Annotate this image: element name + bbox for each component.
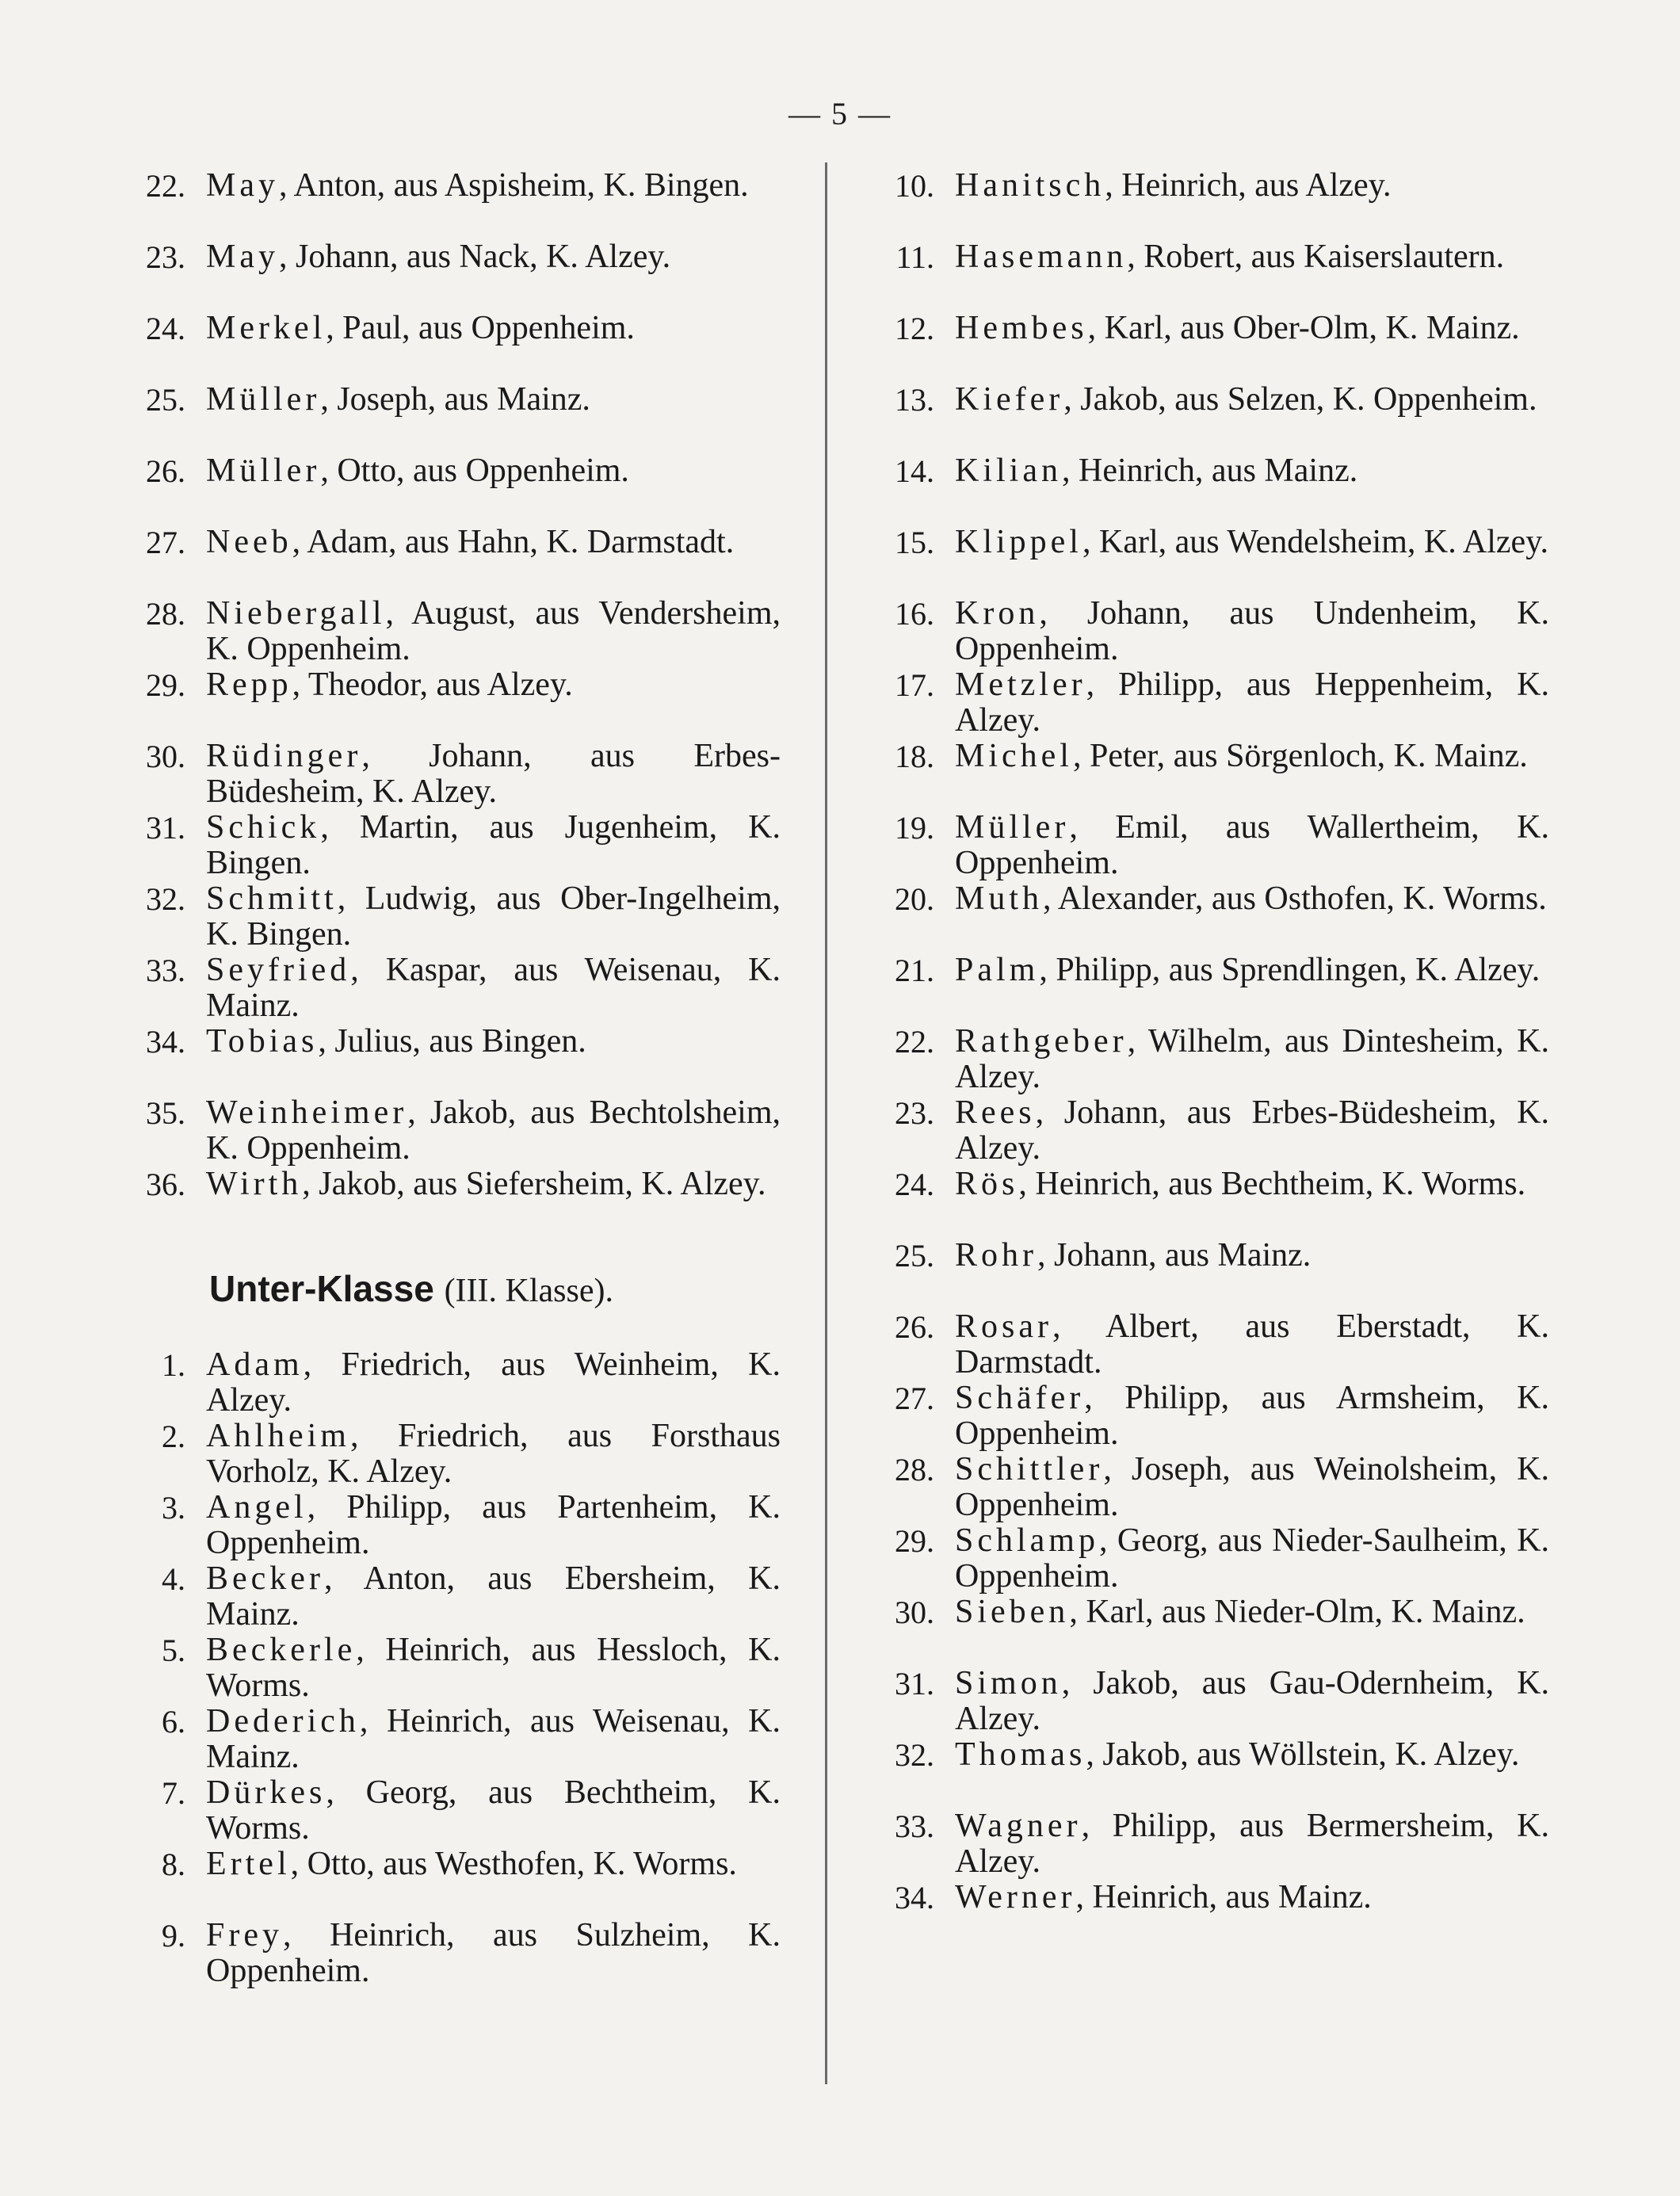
entry-number: 3. <box>162 1490 185 1526</box>
entry-surname: Thomas <box>955 1736 1086 1773</box>
entry-details: , Jakob, aus Selzen, K. Oppenheim. <box>1063 381 1537 418</box>
entry-text <box>185 1704 781 1774</box>
entry-details: , Johann, aus Erbes-Büdesheim, K. Alzey. <box>206 738 781 810</box>
entry-surname: Dederich <box>206 1703 360 1740</box>
list-entry <box>860 1165 1549 1236</box>
entry-surname: Kilian <box>955 453 1062 489</box>
list-entry <box>111 951 781 1022</box>
entry-text <box>934 1880 1549 1950</box>
entry-number: 19. <box>895 810 934 846</box>
entry-text <box>934 1808 1549 1878</box>
list-entry <box>860 166 1549 238</box>
entry-details: , Heinrich, aus Alzey. <box>1105 167 1392 204</box>
entry-details: , Johann, aus Mainz. <box>1037 1237 1312 1274</box>
entry-number: 30. <box>146 739 185 774</box>
entry-details: , Karl, aus Ober-Olm, K. Mainz. <box>1087 310 1520 346</box>
entry-surname: May <box>206 239 279 275</box>
entry-number: 17. <box>895 667 934 703</box>
entry-surname: Weinheimer <box>206 1094 408 1131</box>
entry-surname: Michel <box>955 738 1073 774</box>
right-entries <box>860 166 1549 1950</box>
entry-details: , Adam, aus Hahn, K. Darmstadt. <box>292 524 735 560</box>
entry-text <box>185 1847 781 1916</box>
entry-details: , Karl, aus Wendelsheim, K. Alzey. <box>1082 524 1548 560</box>
entry-number: 28. <box>146 596 185 632</box>
entry-details: , Anton, aus Aspisheim, K. Bingen. <box>279 167 749 204</box>
list-entry <box>111 1631 781 1702</box>
entry-text <box>934 1095 1549 1165</box>
entry-details: , Joseph, aus Mainz. <box>320 381 590 418</box>
entry-surname: Schlamp <box>955 1522 1099 1559</box>
entry-details: , Alexander, aus Osthofen, K. Worms. <box>1043 880 1547 917</box>
entry-number: 24. <box>895 1167 934 1202</box>
entry-text <box>934 1309 1549 1379</box>
entry-text <box>185 1024 781 1094</box>
entry-surname: Schmitt <box>206 880 338 917</box>
entry-number: 23. <box>895 1095 934 1131</box>
entry-details: , Heinrich, aus Hessloch, K. Worms. <box>206 1632 781 1704</box>
list-entry <box>860 1236 1549 1308</box>
list-entry <box>860 1379 1549 1450</box>
entry-text <box>185 1347 781 1417</box>
entry-surname: Wirth <box>206 1166 303 1202</box>
entry-details: , Theodor, aus Alzey. <box>292 666 573 703</box>
entry-details: , Albert, aus Eberstadt, K. Darmstadt. <box>955 1308 1549 1381</box>
list-entry <box>860 737 1549 808</box>
list-entry <box>860 1736 1549 1807</box>
list-entry <box>860 1664 1549 1736</box>
entry-details: , Heinrich, aus Weisenau, K. Mainz. <box>206 1703 781 1775</box>
entry-number: 24. <box>146 311 185 346</box>
entry-surname: Muth <box>955 880 1044 917</box>
entry-surname: Metzler <box>955 666 1086 703</box>
entry-number: 4. <box>162 1561 185 1597</box>
list-entry <box>860 880 1549 951</box>
list-entry <box>860 808 1549 880</box>
entry-number: 13. <box>895 382 934 418</box>
list-entry <box>111 452 781 523</box>
entry-surname: May <box>206 167 279 204</box>
list-entry <box>111 1560 781 1631</box>
column-divider <box>825 162 827 2084</box>
section-heading <box>209 1268 781 1316</box>
entry-text <box>185 1490 781 1560</box>
entry-surname: Müller <box>206 453 321 489</box>
entry-text <box>934 667 1549 737</box>
list-entry <box>111 1916 781 1988</box>
list-entry <box>111 880 781 951</box>
entry-text <box>934 1452 1549 1522</box>
entry-details: , Heinrich, aus Bechtheim, K. Worms. <box>1018 1166 1526 1202</box>
entry-surname: Simon <box>955 1665 1062 1701</box>
entry-details: , Philipp, aus Bermersheim, K. Alzey. <box>955 1808 1549 1880</box>
entry-text <box>185 1918 781 1988</box>
entry-surname: Seyfried <box>206 952 351 988</box>
entry-surname: Ahlheim <box>206 1418 350 1454</box>
entry-number: 1. <box>162 1347 185 1383</box>
page-number: — 5 — <box>788 96 892 132</box>
entry-text <box>185 810 781 880</box>
entry-number: 25. <box>895 1238 934 1274</box>
list-entry <box>111 238 781 309</box>
list-entry <box>860 523 1549 594</box>
entry-number: 26. <box>146 453 185 489</box>
list-entry <box>111 1094 781 1165</box>
entry-text <box>934 1666 1549 1736</box>
entry-number: 32. <box>895 1737 934 1773</box>
entry-text <box>185 453 781 523</box>
entry-details: , Philipp, aus Sprendlingen, K. Alzey. <box>1039 952 1541 988</box>
list-entry <box>111 166 781 238</box>
entry-surname: Beckerle <box>206 1632 357 1668</box>
list-entry <box>860 1522 1549 1593</box>
entry-text <box>185 239 781 309</box>
entry-surname: Palm <box>955 952 1040 988</box>
entry-text <box>934 382 1549 452</box>
entry-number: 22. <box>146 168 185 204</box>
list-entry <box>860 1450 1549 1522</box>
entry-details: , Anton, aus Ebersheim, K. Mainz. <box>206 1560 781 1633</box>
entry-details: , Johann, aus Nack, K. Alzey. <box>279 239 671 275</box>
entry-number: 34. <box>895 1880 934 1915</box>
entry-text <box>934 881 1549 951</box>
entry-text <box>934 596 1549 666</box>
entry-text <box>934 168 1549 238</box>
entry-text <box>934 1594 1549 1664</box>
right-column <box>860 166 1549 1950</box>
entry-surname: Tobias <box>206 1023 319 1060</box>
left-column <box>111 166 781 1988</box>
entry-details: , Philipp, aus Partenheim, K. Oppenheim. <box>206 1489 781 1561</box>
list-entry <box>860 1807 1549 1878</box>
left-entries-upper <box>111 166 781 1236</box>
entry-details: , Heinrich, aus Sulzheim, K. Oppenheim. <box>206 1917 781 1989</box>
entry-number: 7. <box>162 1775 185 1811</box>
list-entry <box>860 1878 1549 1950</box>
list-entry <box>860 1022 1549 1094</box>
list-entry <box>111 1022 781 1094</box>
entry-number: 29. <box>895 1523 934 1559</box>
entry-surname: Merkel <box>206 310 326 346</box>
list-entry <box>860 951 1549 1022</box>
list-entry <box>860 666 1549 737</box>
list-entry <box>860 380 1549 452</box>
entry-details: , Georg, aus Bechtheim, K. Worms. <box>206 1774 781 1847</box>
list-entry <box>111 1417 781 1488</box>
entry-number: 30. <box>895 1594 934 1630</box>
entry-surname: Rathgeber <box>955 1023 1128 1060</box>
entry-number: 29. <box>146 667 185 703</box>
entry-surname: Klippel <box>955 524 1082 560</box>
entry-text <box>934 1381 1549 1450</box>
entry-details: , Jakob, aus Bechtolsheim, K. Oppenheim. <box>206 1094 781 1167</box>
entry-number: 8. <box>162 1847 185 1882</box>
entry-surname: Hasemann <box>955 239 1128 275</box>
entry-text <box>185 1419 781 1488</box>
entry-details: , Joseph, aus Weinolsheim, K. Oppenheim. <box>955 1451 1549 1523</box>
entry-number: 12. <box>895 311 934 346</box>
entry-text <box>934 810 1549 880</box>
entry-surname: Rohr <box>955 1237 1037 1274</box>
entry-text <box>934 1737 1549 1807</box>
list-entry <box>111 309 781 380</box>
entry-surname: Schick <box>206 809 321 846</box>
entry-details: , Friedrich, aus Weinheim, K. Alzey. <box>206 1346 781 1419</box>
entry-surname: Rosar <box>955 1308 1052 1345</box>
entry-text <box>934 453 1549 523</box>
entry-text <box>934 311 1549 380</box>
entry-details: , Emil, aus Wallertheim, K. Oppenheim. <box>955 809 1549 881</box>
entry-number: 2. <box>162 1419 185 1454</box>
entry-surname: Müller <box>955 809 1070 846</box>
entry-details: , Robert, aus Kaiserslautern. <box>1127 239 1505 275</box>
entry-details: , Philipp, aus Armsheim, K. Oppenheim. <box>955 1380 1549 1452</box>
entry-text <box>185 667 781 737</box>
entry-text <box>185 382 781 452</box>
entry-details: , Martin, aus Jugenheim, K. Bingen. <box>206 809 781 881</box>
entry-number: 5. <box>162 1633 185 1668</box>
entry-text <box>934 1523 1549 1593</box>
entry-number: 25. <box>146 382 185 418</box>
entry-surname: Wagner <box>955 1808 1082 1844</box>
entry-number: 28. <box>895 1452 934 1488</box>
entry-surname: Becker <box>206 1560 324 1597</box>
entry-details: , Wilhelm, aus Dintesheim, K. Alzey. <box>955 1023 1549 1095</box>
entry-surname: Angel <box>206 1489 307 1526</box>
entry-surname: Sieben <box>955 1594 1070 1630</box>
entry-number: 27. <box>146 525 185 560</box>
entry-details: , August, aus Vendersheim, K. Oppenheim. <box>206 595 781 667</box>
entry-number: 6. <box>162 1704 185 1740</box>
entry-number: 22. <box>895 1024 934 1060</box>
entry-details: , Heinrich, aus Mainz. <box>1061 453 1358 489</box>
list-entry <box>111 1165 781 1236</box>
entry-text <box>185 525 781 594</box>
list-entry <box>111 1488 781 1560</box>
entry-details: , Otto, aus Oppenheim. <box>320 453 629 489</box>
entry-text <box>934 739 1549 808</box>
list-entry <box>111 523 781 594</box>
entry-number: 34. <box>146 1024 185 1060</box>
entry-surname: Dürkes <box>206 1774 326 1811</box>
entry-text <box>185 1633 781 1702</box>
entry-text <box>934 953 1549 1022</box>
entry-number: 35. <box>146 1095 185 1131</box>
entry-text <box>185 596 781 666</box>
entry-surname: Schittler <box>955 1451 1104 1488</box>
entry-surname: Adam <box>206 1346 304 1383</box>
entry-text <box>185 311 781 380</box>
entry-details: , Philipp, aus Heppenheim, K. Alzey. <box>955 666 1549 739</box>
entry-details: , Jakob, aus Gau-Odernheim, K. Alzey. <box>955 1665 1549 1737</box>
entry-text <box>934 239 1549 309</box>
list-entry <box>860 1308 1549 1379</box>
entry-details: , Johann, aus Erbes-Büdesheim, K. Alzey. <box>955 1094 1549 1167</box>
entry-number: 16. <box>895 596 934 632</box>
entry-text <box>934 525 1549 594</box>
list-entry <box>860 594 1549 666</box>
entry-number: 11. <box>895 239 934 275</box>
entry-surname: Kron <box>955 595 1040 632</box>
list-entry <box>860 1593 1549 1664</box>
entry-surname: Repp <box>206 666 292 703</box>
entry-surname: Hanitsch <box>955 167 1105 204</box>
list-entry <box>111 380 781 452</box>
entry-text <box>185 953 781 1022</box>
entry-surname: Neeb <box>206 524 292 560</box>
list-entry <box>111 1845 781 1916</box>
entry-number: 9. <box>162 1918 185 1953</box>
entry-text <box>934 1238 1549 1308</box>
entry-surname: Niebergall <box>206 595 386 632</box>
entry-surname: Ertel <box>206 1846 291 1882</box>
entry-details: , Peter, aus Sörgenloch, K. Mainz. <box>1072 738 1528 774</box>
list-entry <box>860 452 1549 523</box>
entry-number: 36. <box>146 1167 185 1202</box>
entry-text <box>934 1167 1549 1236</box>
entry-surname: Frey <box>206 1917 283 1953</box>
list-entry <box>860 1094 1549 1165</box>
list-entry <box>111 808 781 880</box>
entry-number: 31. <box>146 810 185 846</box>
entry-surname: Rees <box>955 1094 1036 1131</box>
list-entry <box>111 1774 781 1845</box>
entry-number: 23. <box>146 239 185 275</box>
entry-number: 10. <box>895 168 934 204</box>
list-entry <box>111 666 781 737</box>
entry-number: 31. <box>895 1666 934 1701</box>
entry-number: 32. <box>146 881 185 917</box>
entry-number: 20. <box>895 881 934 917</box>
entry-surname: Schäfer <box>955 1380 1085 1416</box>
entry-text <box>185 1775 781 1845</box>
entry-text <box>185 168 781 238</box>
list-entry <box>111 1346 781 1417</box>
entry-details: , Heinrich, aus Mainz. <box>1075 1879 1372 1915</box>
entry-text <box>185 1095 781 1165</box>
entry-text <box>185 1167 781 1236</box>
list-entry <box>860 238 1549 309</box>
list-entry <box>111 594 781 666</box>
entry-details: , Johann, aus Undenheim, K. Oppenheim. <box>955 595 1549 667</box>
entry-number: 21. <box>895 953 934 988</box>
entry-details: , Georg, aus Nieder-Saulheim, K. Oppenheim. <box>955 1522 1549 1594</box>
list-entry <box>860 309 1549 380</box>
entry-number: 18. <box>895 739 934 774</box>
entry-number: 26. <box>895 1309 934 1345</box>
entry-number: 27. <box>895 1381 934 1416</box>
entry-details: , Ludwig, aus Ober-Ingelheim, K. Bingen. <box>206 880 781 953</box>
entry-details: , Paul, aus Oppenheim. <box>326 310 635 346</box>
entry-details: , Jakob, aus Wöllstein, K. Alzey. <box>1086 1736 1520 1773</box>
entry-details: , Jakob, aus Siefersheim, K. Alzey. <box>302 1166 766 1202</box>
left-entries-lower <box>111 1346 781 1988</box>
entry-details: , Karl, aus Nieder-Olm, K. Mainz. <box>1069 1594 1525 1630</box>
entry-surname: Hembes <box>955 310 1088 346</box>
entry-surname: Werner <box>955 1879 1076 1915</box>
entry-text <box>185 739 781 808</box>
entry-surname: Kiefer <box>955 381 1064 418</box>
entry-details: , Kaspar, aus Weisenau, K. Mainz. <box>206 952 781 1024</box>
list-entry <box>111 1702 781 1774</box>
entry-details: , Otto, aus Westhofen, K. Worms. <box>290 1846 737 1882</box>
entry-text <box>934 1024 1549 1094</box>
list-entry <box>111 737 781 808</box>
entry-number: 33. <box>895 1808 934 1844</box>
entry-surname: Rös <box>955 1166 1019 1202</box>
entry-text <box>185 1561 781 1631</box>
entry-number: 15. <box>895 525 934 560</box>
entry-text <box>185 881 781 951</box>
section-subtitle: (III. Klasse). <box>444 1273 613 1309</box>
entry-details: , Friedrich, aus Forsthaus Vorholz, K. Alzey. <box>206 1418 781 1490</box>
entry-surname: Rüdinger <box>206 738 362 774</box>
entry-details: , Julius, aus Bingen. <box>318 1023 586 1060</box>
entry-number: 33. <box>146 953 185 988</box>
section-title: Unter-Klasse <box>209 1268 434 1309</box>
entry-number: 14. <box>895 453 934 489</box>
entry-surname: Müller <box>206 381 321 418</box>
